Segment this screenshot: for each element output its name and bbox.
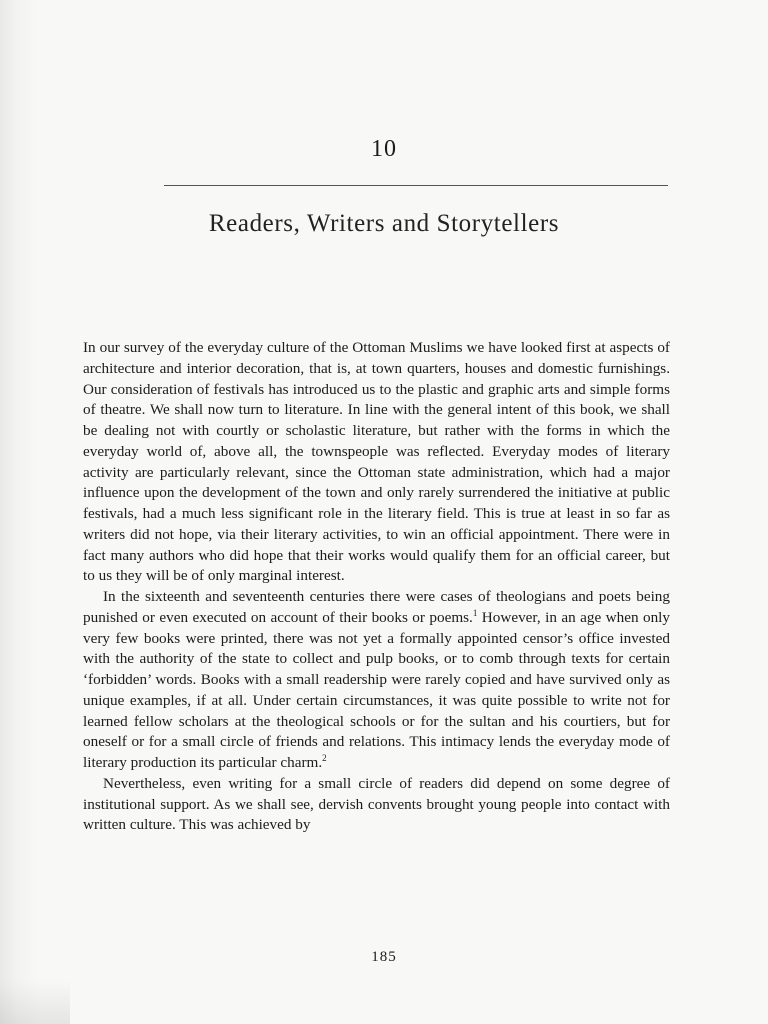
paragraph-text: Nevertheless, even writing for a small circle of readers did depend on some degree of institutional support. As we shall see, dervish convents brought young people into contact with written culture. This was achieved by	[83, 774, 670, 834]
paragraph-text: However, in an age when only very few books were printed, there was not yet a formally appointed censor’s office invested with the authority of the state to collect and pulp books, or to comb through texts for certain ‘forbidden’ words. Books with a small readership were rarely copied and have survived only as unique examples, if at all. Under certain circumstances, it was quite possible to write not for learned fellow scholars at the theological schools or for the sultan and his courtiers, but for oneself or for a small circle of friends and relations. This intimacy lends the everyday mode of literary production its particular charm.	[83, 608, 670, 771]
paragraph-text: In the sixteenth and seventeenth centuries there were cases of theologians and poets being punished or even executed on account of their books or poems.	[83, 588, 670, 626]
footnote-ref-1[interactable]: 1	[472, 607, 478, 618]
paragraph-text: In our survey of the everyday culture of the Ottoman Muslims we have looked first at aspects of architecture and interior decoration, that is, at town quarters, houses and domestic furnishings. Our consideration of festivals has introduced us to the plastic and graphic arts and simple forms of theatre. We shall now turn to literature. In line with the general intent of this book, we shall be dealing not with courtly or scholastic literature, but rather with the forms in which the everyday world of, above all, the townspeople was reflected. Everyday modes of literary activity are particularly relevant, since the Ottoman state administration, which had a major influence upon the development of the town and only rarely surrendered the initiative at public festivals, had a much less significant role in the literary field. This is true at least in so far as writers did not hope, via their literary activities, to win an official appointment. There were in fact many authors who did hope that their works would qualify them for an official career, but to us they will be of only marginal interest.	[83, 339, 670, 585]
chapter-number: 10	[371, 136, 397, 162]
paragraph-2	[83, 587, 670, 774]
paragraph-1	[83, 338, 670, 587]
chapter-rule	[164, 185, 668, 186]
body-text	[83, 338, 670, 836]
paragraph-3	[83, 774, 670, 836]
footnote-ref-2[interactable]: 2	[322, 752, 327, 763]
page-number: 185	[371, 949, 397, 965]
chapter-title: Readers, Writers and Storytellers	[208, 210, 560, 237]
page-shadow	[0, 980, 70, 1024]
